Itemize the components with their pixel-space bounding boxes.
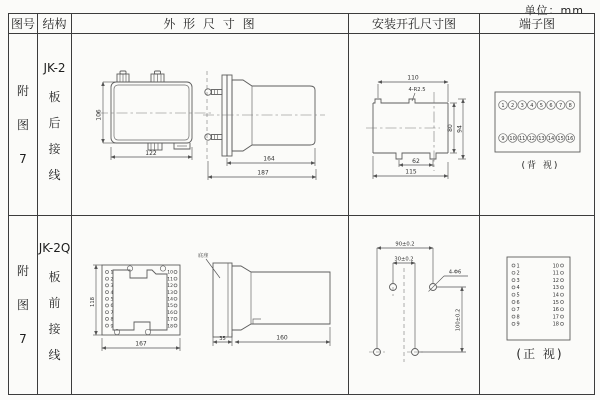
svg-text:160: 160 (276, 334, 288, 342)
hole-pattern (369, 248, 438, 362)
svg-text:80: 80 (447, 124, 454, 132)
dimension-167 (102, 338, 180, 351)
dimension-160 (235, 327, 330, 346)
dimension-106 (96, 82, 116, 143)
svg-text:5: 5 (516, 292, 520, 299)
model-label: JK-2 (43, 60, 66, 75)
svg-text:16: 16 (567, 135, 574, 142)
svg-text:2: 2 (516, 270, 520, 277)
jk2-side-view-drawing (203, 63, 330, 188)
fig-number-jk2q (9, 216, 37, 394)
svg-text:6: 6 (516, 299, 520, 306)
fig-number-jk2 (9, 34, 37, 215)
dimension-100 (419, 287, 466, 352)
svg-text:12: 12 (167, 284, 173, 290)
base-label (198, 251, 220, 278)
svg-text:4: 4 (110, 290, 114, 296)
svg-text:90±0.2: 90±0.2 (395, 241, 415, 248)
svg-text:6: 6 (549, 102, 553, 109)
jk2-front-view-drawing (95, 63, 215, 203)
wiring-char: 线 (48, 167, 61, 182)
svg-text:4-Φ6: 4-Φ6 (448, 269, 462, 276)
svg-text:3: 3 (516, 277, 520, 284)
svg-text:10: 10 (167, 270, 173, 276)
structure-jk2 (38, 34, 71, 215)
svg-text:9: 9 (516, 321, 520, 328)
svg-text:7: 7 (559, 102, 563, 109)
svg-text:18: 18 (552, 321, 559, 328)
svg-text:187: 187 (257, 169, 269, 177)
wiring-char: 板 (48, 89, 61, 104)
svg-text:2: 2 (110, 277, 114, 283)
svg-text:14: 14 (547, 135, 555, 142)
svg-text:4: 4 (516, 285, 520, 292)
svg-text:122: 122 (145, 150, 157, 157)
header-mounting: 安装开孔尺寸图 (349, 14, 480, 34)
dimension-35 (213, 333, 232, 346)
dimension-115 (373, 156, 448, 179)
svg-text:4-R2.5: 4-R2.5 (408, 87, 426, 93)
svg-text:13: 13 (538, 135, 545, 142)
jk2-panel-cutout-drawing (360, 70, 475, 185)
svg-text:8: 8 (110, 317, 114, 323)
fig-char: 附 (16, 83, 29, 98)
terminal-list-left (512, 263, 520, 327)
svg-text:94: 94 (456, 125, 464, 133)
svg-text:12: 12 (528, 135, 535, 142)
dimension-187 (208, 161, 316, 180)
svg-text:15: 15 (167, 304, 173, 310)
svg-text:167: 167 (135, 340, 147, 348)
svg-text:1: 1 (516, 263, 520, 270)
wiring-char: 后 (48, 115, 61, 130)
model-label: JK-2Q (38, 241, 71, 255)
terminal-stud-icon (205, 134, 222, 140)
front-terminals-left (106, 270, 114, 330)
svg-text:6: 6 (110, 304, 114, 310)
svg-text:12: 12 (552, 277, 559, 284)
svg-text:11: 11 (552, 270, 559, 277)
svg-text:100±0.2: 100±0.2 (455, 308, 462, 332)
svg-text:30±0.2: 30±0.2 (394, 256, 414, 263)
header-outline: 外 形 尺 寸 图 (72, 14, 349, 34)
svg-text:2: 2 (511, 102, 515, 109)
svg-text:1: 1 (110, 270, 114, 276)
terminal-circles-top (499, 101, 575, 110)
dimension-30 (393, 257, 415, 264)
jk2q-mounting-holes-drawing (358, 240, 478, 368)
svg-text:118: 118 (90, 297, 96, 307)
svg-text:9: 9 (110, 324, 114, 330)
svg-text:5: 5 (110, 297, 114, 303)
header-fig-no: 图号 (9, 14, 38, 34)
header-terminal: 端子图 (480, 14, 594, 34)
fig-char: 附 (16, 264, 29, 278)
svg-text:11: 11 (167, 277, 173, 283)
jk2q-side-view-drawing (190, 245, 335, 355)
svg-text:106: 106 (95, 109, 103, 121)
svg-text:10: 10 (509, 135, 516, 142)
svg-text:164: 164 (263, 155, 275, 163)
svg-text:35: 35 (219, 336, 226, 342)
svg-text:15: 15 (557, 135, 564, 142)
svg-text:11: 11 (519, 135, 526, 142)
header-structure: 结构 (38, 14, 72, 34)
svg-text:14: 14 (552, 292, 559, 299)
front-terminals-right (167, 270, 177, 330)
svg-text:7: 7 (516, 307, 520, 314)
fig-char: 图 (16, 298, 29, 312)
svg-text:15: 15 (552, 299, 559, 306)
wiring-char: 板 (48, 270, 61, 284)
wiring-char: 前 (48, 296, 61, 310)
svg-text:17: 17 (552, 314, 559, 321)
fig-char: 7 (19, 151, 27, 166)
svg-text:8: 8 (568, 102, 572, 109)
svg-text:7: 7 (110, 310, 114, 316)
dimension-94 (457, 99, 467, 159)
back-view-caption: (背 视) (521, 161, 560, 171)
svg-text:16: 16 (552, 307, 559, 314)
svg-text:18: 18 (167, 324, 173, 330)
row1-structure-cell (38, 34, 72, 216)
svg-text:8: 8 (516, 314, 520, 321)
svg-text:13: 13 (167, 290, 173, 296)
svg-text:115: 115 (405, 168, 417, 176)
svg-text:4: 4 (530, 102, 534, 109)
svg-text:3: 3 (110, 284, 114, 290)
dimension-90 (377, 242, 433, 249)
relay-side-outline (213, 263, 330, 337)
jk2q-terminal-diagram (500, 255, 580, 343)
svg-text:5: 5 (539, 102, 543, 109)
wiring-char: 线 (48, 348, 61, 362)
fig-char: 7 (19, 332, 27, 346)
cutout-outline (366, 92, 448, 171)
svg-text:底座: 底座 (198, 253, 209, 259)
svg-text:16: 16 (167, 310, 173, 316)
svg-text:13: 13 (552, 285, 559, 292)
svg-text:62: 62 (412, 158, 420, 165)
row1-fig-cell (9, 34, 38, 216)
jk2-terminal-diagram (493, 88, 588, 158)
svg-text:14: 14 (167, 297, 173, 303)
terminal-list-right (553, 263, 564, 327)
svg-text:110: 110 (407, 74, 419, 82)
hole-size-label (438, 270, 469, 283)
row2-fig-cell (9, 216, 38, 394)
dimension-80 (447, 103, 457, 153)
dimension-62 (399, 158, 433, 167)
terminal-circles-bottom (499, 134, 575, 143)
svg-text:3: 3 (520, 102, 524, 109)
svg-text:17: 17 (167, 317, 173, 323)
terminal-stud-icon (205, 89, 222, 95)
front-view-caption: (正 视) (516, 347, 564, 361)
svg-text:10: 10 (552, 263, 559, 270)
fig-char: 图 (16, 117, 29, 132)
structure-jk2q (38, 216, 71, 394)
relay-case-outline (97, 71, 213, 150)
wiring-char: 接 (48, 141, 61, 156)
svg-text:9: 9 (501, 135, 505, 142)
svg-text:1: 1 (501, 102, 505, 109)
relay-side-outline (203, 71, 325, 159)
wiring-char: 接 (48, 322, 61, 336)
unit-label: 单位：mm (524, 4, 584, 17)
dimension-118 (90, 265, 102, 335)
row2-structure-cell (38, 216, 72, 394)
